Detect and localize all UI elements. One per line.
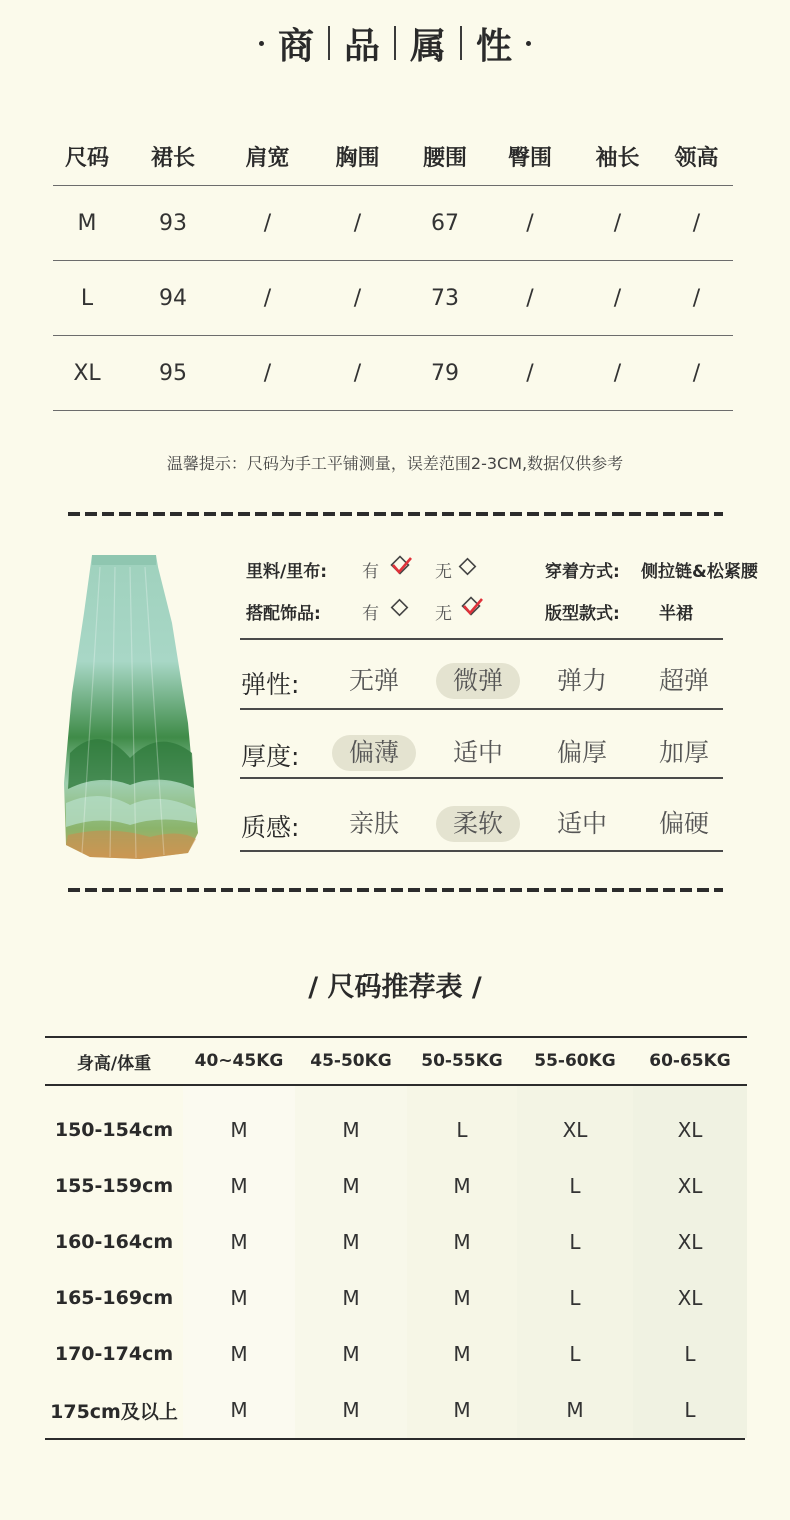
- table-cell: L: [456, 1118, 468, 1142]
- table-cell: M: [453, 1286, 471, 1310]
- table-cell: XL: [677, 1174, 703, 1198]
- recommend-title: / 尺码推荐表 /: [308, 972, 482, 1003]
- title-separator: [394, 26, 396, 60]
- dashed-divider: [68, 512, 723, 516]
- table-cell: 94: [159, 285, 187, 311]
- dashed-divider: [68, 888, 723, 892]
- texture-option: 偏硬: [658, 809, 709, 838]
- accessories-yes-text: 有: [362, 604, 379, 624]
- thickness-label: 厚度:: [241, 742, 300, 771]
- skirt-product-image: [60, 553, 200, 861]
- table-row: [45, 1382, 747, 1438]
- table-cell: M: [342, 1398, 360, 1422]
- table-cell: /: [526, 360, 534, 386]
- table-cell: 93: [159, 210, 187, 236]
- table-cell: M: [230, 1230, 248, 1254]
- elasticity-option: 无弹: [348, 666, 399, 695]
- table-cell: /: [526, 285, 534, 311]
- recommend-table-header: [45, 1038, 747, 1086]
- table-cell: /: [353, 285, 362, 311]
- lining-yes-text: 有: [362, 562, 379, 582]
- texture-option: 亲肤: [348, 809, 399, 838]
- elasticity-option: 超弹: [658, 666, 709, 695]
- table-cell: /: [263, 210, 272, 236]
- title-dot-right: [526, 41, 531, 46]
- header-cell: 胸围: [335, 146, 380, 171]
- header-cell: 60-65KG: [649, 1051, 731, 1071]
- table-cell: M: [230, 1174, 248, 1198]
- height-cell: 170-174cm: [54, 1343, 174, 1365]
- style-label: 版型款式:: [545, 604, 620, 624]
- texture-option: 适中: [556, 809, 607, 838]
- title-separator: [460, 26, 462, 60]
- lining-no-text: 无: [435, 562, 452, 582]
- table-row: [45, 1270, 747, 1326]
- table-cell: /: [692, 360, 701, 386]
- table-cell: M: [453, 1174, 471, 1198]
- table-cell: M: [453, 1230, 471, 1254]
- rating-divider: [240, 638, 723, 640]
- table-cell: M: [77, 210, 97, 236]
- table-cell: L: [569, 1230, 581, 1254]
- table-cell: /: [692, 285, 701, 311]
- table-cell: M: [230, 1286, 248, 1310]
- header-cell: 袖长: [595, 146, 640, 171]
- table-cell: M: [230, 1118, 248, 1142]
- table-cell: XL: [562, 1118, 588, 1142]
- table-cell: 79: [431, 360, 459, 386]
- recommend-table: [45, 1036, 747, 1440]
- table-cell: XL: [73, 360, 101, 386]
- wear-label: 穿着方式:: [545, 562, 620, 582]
- height-cell: 155-159cm: [54, 1175, 174, 1197]
- diamond-icon: [389, 597, 411, 619]
- table-cell: M: [453, 1398, 471, 1422]
- table-cell: M: [342, 1230, 360, 1254]
- table-cell: M: [453, 1342, 471, 1366]
- accessories-no-text: 无: [435, 604, 452, 624]
- table-row: [45, 1158, 747, 1214]
- lining-label: 里料/里布:: [246, 562, 328, 582]
- table-cell: /: [692, 210, 701, 236]
- table-cell: 95: [159, 360, 187, 386]
- table-cell: L: [684, 1342, 696, 1366]
- texture-option-selected: 柔软: [436, 806, 520, 842]
- table-row: [45, 1214, 747, 1270]
- table-cell: 73: [431, 285, 459, 311]
- thickness-option: 偏厚: [556, 738, 607, 767]
- table-cell: M: [342, 1174, 360, 1198]
- size-table: [53, 128, 733, 411]
- diamond-icon: [457, 556, 479, 578]
- height-cell: 165-169cm: [54, 1287, 174, 1309]
- table-cell: M: [342, 1118, 360, 1142]
- texture-label: 质感:: [241, 813, 300, 842]
- table-cell: L: [80, 285, 94, 311]
- table-cell: XL: [677, 1286, 703, 1310]
- elasticity-option-selected: 微弹: [436, 663, 520, 699]
- rating-divider: [240, 850, 723, 852]
- rating-divider: [240, 708, 723, 710]
- header-cell: 身高/体重: [76, 1053, 152, 1074]
- table-cell: L: [684, 1398, 696, 1422]
- header-cell: 裙长: [150, 146, 195, 171]
- table-row: [45, 1326, 747, 1382]
- title-char: 商: [277, 25, 314, 67]
- thickness-option: 加厚: [658, 738, 709, 767]
- table-cell: M: [230, 1398, 248, 1422]
- table-cell: XL: [677, 1118, 703, 1142]
- table-cell: /: [526, 210, 534, 236]
- table-bottom-rule: [45, 1438, 745, 1440]
- header-cell: 50-55KG: [421, 1051, 503, 1071]
- table-cell: /: [263, 285, 272, 311]
- thickness-option-selected: 偏薄: [332, 735, 416, 771]
- title-separator: [328, 26, 330, 60]
- wear-value: 侧拉链&松紧腰: [641, 562, 758, 582]
- elasticity-option: 弹力: [556, 666, 607, 695]
- recommend-title-text: 尺码推荐表: [327, 972, 463, 1003]
- table-cell: M: [566, 1398, 584, 1422]
- table-cell: /: [613, 360, 622, 386]
- table-cell: /: [353, 210, 362, 236]
- elasticity-label: 弹性:: [241, 670, 300, 699]
- table-cell: /: [353, 360, 362, 386]
- size-table-header: [53, 128, 733, 186]
- accessories-label: 搭配饰品:: [246, 604, 321, 624]
- size-table-row: [53, 336, 733, 411]
- table-cell: /: [613, 210, 622, 236]
- thickness-option: 适中: [452, 738, 503, 767]
- height-cell: 175cm及以上: [50, 1400, 178, 1423]
- table-row: [45, 1102, 747, 1158]
- table-cell: M: [230, 1342, 248, 1366]
- checked-icon: [461, 596, 483, 618]
- size-table-row: [53, 261, 733, 336]
- table-cell: M: [342, 1342, 360, 1366]
- header-cell: 腰围: [422, 146, 467, 171]
- table-cell: XL: [677, 1230, 703, 1254]
- header-cell: 臀围: [507, 146, 552, 171]
- table-cell: /: [263, 360, 272, 386]
- title-char: 属: [410, 25, 447, 67]
- style-value: 半裙: [659, 604, 693, 624]
- title-dot-left: [259, 41, 264, 46]
- checked-icon: [390, 555, 412, 577]
- height-cell: 160-164cm: [54, 1231, 174, 1253]
- rating-divider: [240, 777, 723, 779]
- recommend-table-body: [45, 1086, 747, 1438]
- table-cell: L: [569, 1286, 581, 1310]
- size-table-row: [53, 186, 733, 261]
- table-cell: 67: [431, 210, 459, 236]
- table-cell: L: [569, 1174, 581, 1198]
- header-cell: 尺码: [64, 146, 109, 171]
- measurement-note: 温馨提示：尺码为手工平铺测量，误差范围2-3CM,数据仅供参考: [166, 454, 624, 473]
- table-cell: /: [613, 285, 622, 311]
- header-cell: 55-60KG: [534, 1051, 616, 1071]
- header-cell: 45-50KG: [310, 1051, 392, 1071]
- page-title: [0, 18, 790, 68]
- title-char: 品: [343, 25, 380, 67]
- table-cell: L: [569, 1342, 581, 1366]
- table-cell: M: [342, 1286, 360, 1310]
- header-cell: 40~45KG: [194, 1051, 284, 1071]
- header-cell: 领高: [674, 146, 719, 171]
- height-cell: 150-154cm: [54, 1119, 174, 1141]
- header-cell: 肩宽: [245, 146, 290, 171]
- title-char: 性: [476, 25, 513, 67]
